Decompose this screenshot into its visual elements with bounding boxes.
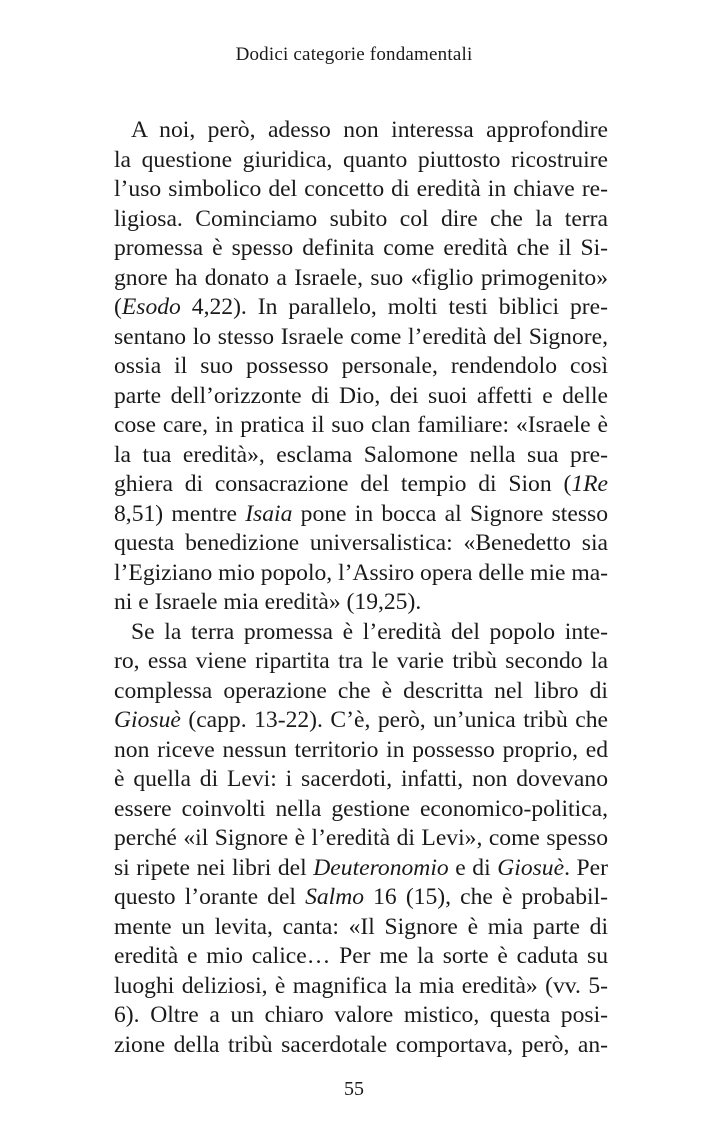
text-line [114,647,608,677]
text-run: è quella di Levi: i sacerdoti, infatti, non dovevano [114,766,608,792]
text-run: essere coinvolti nella gestione economico-politica, [114,795,608,822]
text-line [114,736,608,766]
text-run: ni e Israele mia eredità» (19,25). [114,589,422,615]
text-run: ( [114,294,122,320]
text-line [114,618,608,648]
text-line [114,382,608,412]
text-run: ghiera di consacrazione del tempio di Sion ( [114,471,572,497]
body-text [114,116,608,1060]
italic-title: Deuteronomio [313,854,449,881]
text-run: sentano lo stesso Israele come l’eredità del Signore, [114,323,608,350]
text-run: eredità e mio calice… Per me la sorte è caduta su [114,943,608,969]
text-run: ro, essa viene ripartita tra le varie tribù secondo la [114,648,608,674]
text-line [114,824,608,854]
text-line [114,706,608,736]
text-line [114,677,608,707]
text-run: perché «il Signore è l’eredità di Levi», come spesso [114,825,608,851]
text-run: ligiosa. Cominciamo subito col dire che la terra [114,205,608,232]
text-line [114,175,608,205]
text-line [114,470,608,500]
text-line [114,588,608,618]
text-run: 16 (15), che è probabil- [364,884,608,910]
text-line [114,116,608,146]
text-run: 8,51) mentre [114,500,246,527]
text-line [114,854,608,884]
text-line [114,146,608,176]
text-run: mente un levita, canta: «Il Signore è mia parte di [114,913,608,940]
text-run: promessa è spesso definita come eredità che il Si- [114,235,608,261]
text-line [114,795,608,825]
italic-title: Giosuè [497,854,565,881]
text-run: . Per [564,854,608,881]
text-run: gnore ha donato a Israele, suo «figlio primogenito» [114,264,608,291]
text-run: cose care, in pratica il suo clan familiare: «Israele è [114,412,608,438]
page-number: 55 [344,1078,364,1100]
text-line [114,765,608,795]
text-run: luoghi deliziosi, è magnifica la mia eredità» (vv. 5- [114,972,608,999]
text-run: l’uso simbolico del concetto di eredità in chiave re- [114,176,608,202]
italic-title: Isaia [245,500,293,527]
text-run: (capp. 13-22). C’è, però, un’unica tribù che [180,707,608,733]
text-run: zione della tribù sacerdotale comportava, però, an- [114,1031,608,1058]
text-line [114,323,608,353]
italic-title: Giosuè [114,707,181,733]
text-line [114,352,608,382]
text-line [114,411,608,441]
text-run: la questione giuridica, quanto piuttosto ricostruire [114,146,608,173]
text-run: complessa operazione che è descritta nel libro di [114,677,608,704]
text-run: Se la terra promessa è l’eredità del popolo inte- [131,618,608,645]
text-line [114,205,608,235]
text-line [114,293,608,323]
text-run: pone in bocca al Signore stesso [292,500,608,527]
text-run: l’Egiziano mio popolo, l’Assiro opera delle mie ma- [114,559,609,586]
italic-title: Esodo [121,294,181,320]
text-line [114,913,608,943]
text-run: parte dell’orizzonte di Dio, dei suoi affetti e delle [114,382,608,409]
text-run: A noi, però, adesso non interessa approfondire [131,117,608,143]
text-line [114,883,608,913]
text-line [114,441,608,471]
text-line [114,972,608,1002]
text-run: si ripete nei libri del [114,854,314,881]
text-run: questo l’orante del [114,884,306,910]
italic-title: 1Re [571,471,608,497]
text-run: e di [448,854,498,881]
text-line [114,234,608,264]
text-line [114,559,608,589]
text-line [114,529,608,559]
running-head: Dodici categorie fondamentali [235,44,473,65]
text-run: non riceve nessun territorio in possesso proprio, ed [114,736,608,763]
text-run: 4,22). In parallelo, molti testi biblici pre- [180,294,608,320]
text-run: 6). Oltre a un chiaro valore mistico, questa posi- [114,1002,608,1028]
text-run: ossia il suo possesso personale, rendendolo così [114,353,608,379]
text-line [114,1001,608,1031]
text-line [114,500,608,530]
text-run: questa benedizione universalistica: «Benedetto sia [114,530,608,556]
text-run: la tua eredità», esclama Salomone nella sua pre- [114,441,608,468]
text-line [114,1031,608,1061]
text-line [114,942,608,972]
italic-title: Salmo [305,884,365,910]
text-line [114,264,608,294]
